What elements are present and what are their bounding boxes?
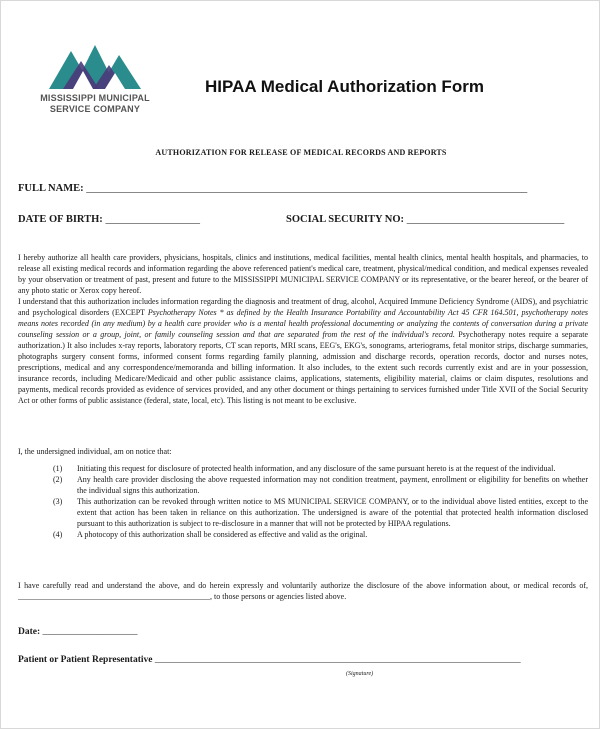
form-header xyxy=(1,1,600,121)
list-item xyxy=(53,496,588,529)
signature-caption: (Signature) xyxy=(346,671,374,677)
list-item-text: A photocopy of this authorization shall be considered as effective and valid as the original. xyxy=(77,530,368,539)
full-name-blank[interactable]: ____________________________________________________________________________________ xyxy=(86,183,528,194)
list-item-text: Initiating this request for disclosure of protected health information, and any disclosure of the same pursuant hereto is at the request of the individual. xyxy=(77,464,556,473)
logo-text-line2: SERVICE COMPANY xyxy=(49,104,141,114)
notice-list xyxy=(53,463,588,540)
list-item-number: (3) xyxy=(53,497,63,506)
form-subtitle: AUTHORIZATION FOR RELEASE OF MEDICAL RECORDS AND REPORTS xyxy=(155,148,447,157)
list-item xyxy=(53,529,588,540)
list-item-number: (2) xyxy=(53,475,63,484)
psychotherapy-notes-definition: Psychotherapy Notes * as defined by the Health Insurance Portability and Accountability Act 45 CFR 164.501, psychotherapy notes means notes recorded (in any medium) by a health care provider who is a mental health professional documenting or analyzing the contents of conversation during a private counseling session or a group, joint, or family counseling session and that are separated from the rest of the individual's record. xyxy=(18,308,588,339)
ssn-field[interactable] xyxy=(286,214,564,225)
form-title: HIPAA Medical Authorization Form xyxy=(205,77,484,96)
scope-text-b: Psychotherapy notes require a separate authorization.) It also includes x-ray reports, laboratory reports, CT scan reports, MRI scans, EEG's, EKG's, sonograms, arteriograms, fetal monitor strips, discharge summaries, photographs surgery consent forms, informed consent forms regarding family planning, admission and discharge records, operation records, doctor and nurses notes, prescriptions, medical and any correspondence/memoranda and billing information. It also includes, to the extent such records currently exist and are in your possession, insurance records, including Medicare/Medicaid and other public assistance claims, applications, statements, eligibility material, claims or claim disputes, resolutions and payments, medical records provided as evidence of services provided, and any other document or things pertaining to services furnished under Title XVII of the Social Security Act or other forms of public assistance (federal, state, local, etc). This listing is not meant to be exclusive. xyxy=(18,330,588,405)
authorization-paragraph: I hereby authorize all health care providers, physicians, hospitals, clinics and institutions, medical facilities, mental health clinics, mental health hospitals, and pharmacies, to release all existing medical records and information regarding the above referenced patient's medical care, treatment, physical/medical condition, and medical expenses revealed by your observation or treatment of past, present and future to the MISSISSIPPI MUNICIPAL SERVICE COMPANY or its representative, or the bearer hereof, or the bearer of any photo static or Xerox copy hereof. xyxy=(18,253,588,295)
list-item-text: Any health care provider disclosing the above requested information may not condition treatment, payment, enrollment or eligibility for benefits on whether the individual signs this authorization. xyxy=(77,475,588,495)
full-name-label: FULL NAME: xyxy=(18,183,84,194)
date-label: Date: xyxy=(18,627,41,637)
list-item xyxy=(53,463,588,474)
mountain-logo-icon xyxy=(49,41,141,89)
scope-paragraph xyxy=(18,296,588,406)
dob-blank[interactable]: __________________ xyxy=(105,214,200,225)
scope-text-a: I understand that this authorization includes information regarding the diagnosis and treatment of drug, alcohol, Acquired Immune Deficiency Syndrome (AIDS), and psychiatric and psychological disorders (EXCEPT xyxy=(18,297,588,317)
list-item xyxy=(53,474,588,496)
company-logo xyxy=(25,41,165,121)
list-item-number: (1) xyxy=(53,464,63,473)
notice-intro: I, the undersigned individual, am on notice that: xyxy=(18,447,172,456)
list-item-text: This authorization can be revoked through written notice to MS MUNICIPAL SERVICE COMPANY, or to the individual above listed entities, except to the extent that action has been taken in reliance on this authorization. The undersigned is aware of the potential that protected health information disclosed pursuant to this authorization is subject to re-disclosure in a manner that will not be protected by HIPAA regulations. xyxy=(77,497,588,528)
date-field[interactable] xyxy=(18,627,138,637)
logo-text-line1: MISSISSIPPI MUNICIPAL xyxy=(40,93,150,103)
full-name-field[interactable] xyxy=(18,183,527,194)
ssn-label: SOCIAL SECURITY NO: xyxy=(286,214,405,225)
date-blank[interactable]: ____________________ xyxy=(42,627,138,637)
consent-paragraph[interactable]: I have carefully read and understand the above, and do herein expressly and voluntarily authorize the disclosure of the above information about, or medical records of, ________________________________________________, to those persons or agencies listed above. xyxy=(18,581,588,601)
dob-label: DATE OF BIRTH: xyxy=(18,214,103,225)
ssn-blank[interactable]: ______________________________ xyxy=(406,214,565,225)
list-item-number: (4) xyxy=(53,530,63,539)
signature-blank[interactable]: _____________________________________________________________________________ xyxy=(154,655,521,665)
signature-field[interactable] xyxy=(18,655,521,665)
dob-field[interactable] xyxy=(18,214,200,225)
signature-label: Patient or Patient Representative xyxy=(18,655,153,665)
